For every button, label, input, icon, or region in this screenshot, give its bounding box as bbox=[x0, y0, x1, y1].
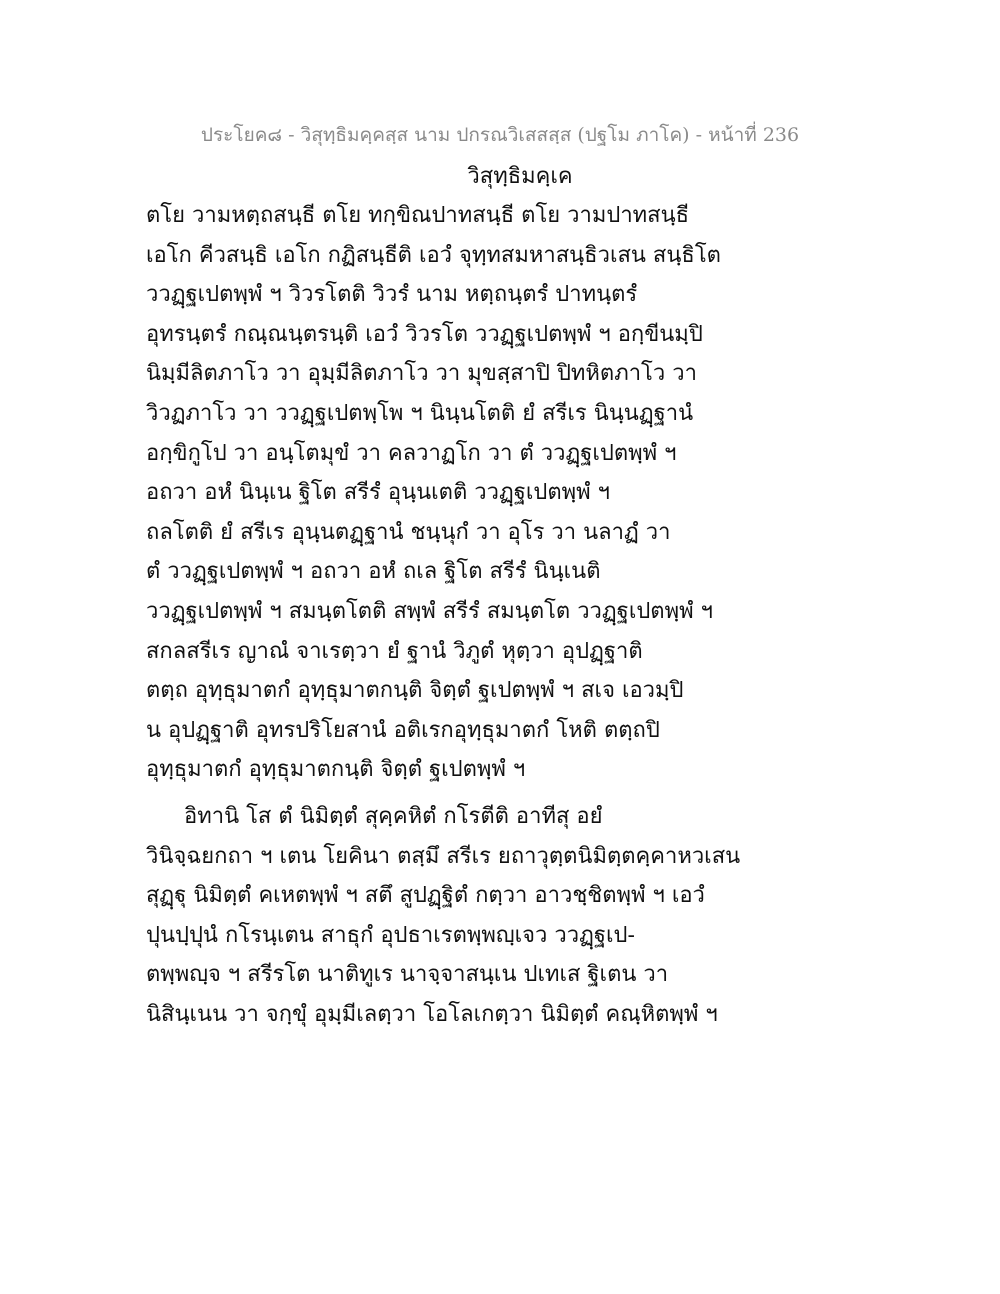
body-text bbox=[146, 196, 886, 1034]
text-line: สกลสรีเร ญาณํ จาเรตฺวา ยํ ฐานํ วิภูตํ หุตฺวา อุปฏฺฐาติ bbox=[146, 638, 643, 664]
text-line: ตตฺถ อุทฺธุมาตกํ อุทฺธุมาตกนฺติ จิตฺตํ ฐเปตพฺพํ ฯ สเจ เอวมฺปิ bbox=[146, 678, 684, 704]
text-line: อุทรนฺตรํ กณฺณนฺตรนฺติ เอวํ วิวรโต ววฏฺฐเปตพฺพํ ฯ อกฺขีนมฺปิ bbox=[146, 321, 703, 347]
paragraph-first-line: อิทานิ โส ตํ นิมิตฺตํ สุคฺคหิตํ กโรตีติ อาทีสุ อยํ bbox=[184, 803, 603, 829]
text-line: วิวฏภาโว วา ววฏฺฐเปตพฺโพ ฯ นินฺนโตติ ยํ สรีเร นินฺนฏฺฐานํ bbox=[146, 400, 694, 426]
text-line: สุฏฺฐุ นิมิตฺตํ คเหตพฺพํ ฯ สตึ สูปฏฺฐิตํ กตฺวา อาวชฺชิตพฺพํ ฯ เอวํ bbox=[146, 883, 705, 909]
running-header: ประโยค๘ - วิสุทฺธิมคฺคสฺส นาม ปกรณวิเสสสฺส (ปฐโม ภาโค) - หน้าที่ 236 bbox=[200, 124, 800, 146]
section-title: วิสุทฺธิมคฺเค bbox=[467, 164, 573, 189]
text-line: อถวา อหํ นินฺเน ฐิโต สรีรํ อุนฺนเตติ ววฏฺฐเปตพฺพํ ฯ bbox=[146, 480, 610, 506]
text-line: นิมฺมีลิตภาโว วา อุมฺมีลิตภาโว วา มุขสฺสาปิ ปิทหิตภาโว วา bbox=[146, 361, 697, 387]
text-line: ววฏฺฐเปตพฺพํ ฯ สมนฺตโตติ สพฺพํ สรีรํ สมนฺตโต ววฏฺฐเปตพฺพํ ฯ bbox=[146, 598, 713, 624]
text-line: ตโย วามหตฺถสนฺธี ตโย ทกฺขิณปาทสนฺธี ตโย วามปาทสนฺธี bbox=[146, 203, 690, 228]
text-line: น อุปฏฺฐาติ อุทรปริโยสานํ อติเรกอุทฺธุมาตกํ โหติ ตตฺถปิ bbox=[146, 717, 660, 743]
text-line: อกฺขิกูโป วา อนฺโตมุขํ วา คลวาฏโก วา ตํ ววฏฺฐเปตพฺพํ ฯ bbox=[146, 440, 677, 466]
text-line: อุทฺธุมาตกํ อุทฺธุมาตกนฺติ จิตฺตํ ฐเปตพฺพํ ฯ bbox=[146, 757, 526, 783]
text-line: ววฏฺฐเปตพฺพํ ฯ วิวรโตติ วิวรํ นาม หตฺถนฺตรํ ปาทนฺตรํ bbox=[146, 282, 638, 308]
text-line: วินิจฺฉยกถา ฯ เตน โยคินา ตสฺมึ สรีเร ยถาวุตฺตนิมิตฺตคฺคาหวเสน bbox=[146, 843, 741, 869]
text-line: ปุนปฺปุนํ กโรนฺเตน สาธุกํ อุปธาเรตพฺพญฺเจว ววฏฺฐเป- bbox=[146, 922, 635, 948]
text-line: ตํ ววฏฺฐเปตพฺพํ ฯ อถวา อหํ ถเล ฐิโต สรีรํ นินฺเนติ bbox=[146, 559, 601, 585]
text-line: นิสินฺเนน วา จกฺขุํ อุมฺมีเลตฺวา โอโลเกตฺวา นิมิตฺตํ คณฺหิตพฺพํ ฯ bbox=[146, 1001, 718, 1027]
text-line: ถลโตติ ยํ สรีเร อุนฺนตฏฺฐานํ ชนฺนุกํ วา อุโร วา นลาฏํ วา bbox=[146, 519, 671, 545]
text-line: เอโก คีวสนฺธิ เอโก กฏิสนฺธีติ เอวํ จุทฺทสมหาสนฺธิวเสน สนฺธิโต bbox=[146, 242, 721, 268]
text-line: ตพฺพญฺจ ฯ สรีรโต นาติทูเร นาจฺจาสนฺเน ปเทเส ฐิเตน วา bbox=[146, 962, 669, 988]
